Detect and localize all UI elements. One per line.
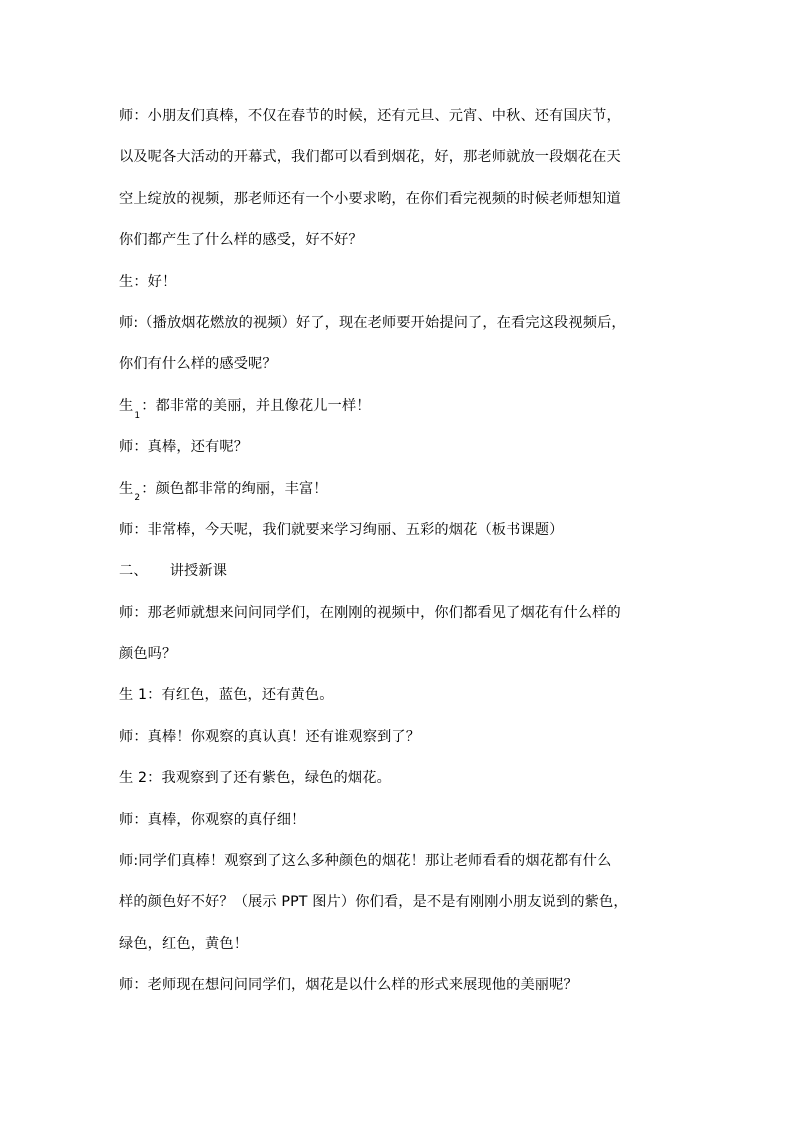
line-text: 生 2：我观察到了还有紫色，绿色的烟花。 — [119, 770, 391, 787]
line-text: 绿色，红色，黄色！ — [119, 935, 249, 952]
text-line — [119, 972, 699, 1013]
line-text: ：颜色都非常的绚丽，丰富！ — [141, 480, 328, 497]
text-line — [119, 889, 699, 930]
text-line — [119, 186, 699, 227]
line-text: 师：老师现在想问问同学们，烟花是以什么样的形式来展现他的美丽呢？ — [119, 977, 578, 994]
line-text: 师：小朋友们真棒，不仅在春节的时候，还有元旦、元宵、中秋、还有国庆节， — [119, 108, 621, 124]
line-text: 师：真棒，还有呢？ — [119, 439, 249, 456]
line-text: 你们都产生了什么样的感受，好不好？ — [119, 232, 363, 249]
text-line — [119, 434, 699, 475]
line-text: 师：那老师就想来问问同学们，在刚刚的视频中，你们都看见了烟花有什么样的 — [119, 604, 621, 621]
text-line — [119, 600, 699, 641]
line-text: 师：真棒，你观察的真仔细！ — [119, 811, 306, 828]
section-number: 二、 — [119, 563, 148, 580]
text-line — [119, 476, 699, 517]
text-line — [119, 682, 699, 723]
line-text: 颜色吗？ — [119, 646, 177, 663]
text-line — [119, 351, 699, 392]
text-line — [119, 807, 699, 848]
speaker-subscript: 2 — [134, 493, 141, 504]
line-text: 师：真棒！你观察的真认真！还有谁观察到了？ — [119, 728, 421, 745]
line-text: 师:同学们真棒！观察到了这么多种颜色的烟花！那让老师看看的烟花都有什么 — [119, 853, 612, 870]
text-line — [119, 517, 699, 558]
line-text: 以及呢各大活动的开幕式，我们都可以看到烟花，好，那老师就放一段烟花在天 — [119, 149, 621, 166]
line-text: 生：好！ — [119, 273, 177, 290]
text-line — [119, 269, 699, 310]
section-title: 讲授新课 — [169, 563, 228, 580]
section-heading — [119, 558, 699, 599]
line-text: 样的颜色好不好？（展示 PPT 图片）你们看，是不是有刚刚小朋友说到的紫色， — [119, 894, 628, 911]
text-line — [119, 765, 699, 806]
line-text: 你们有什么样的感受呢？ — [119, 356, 277, 373]
text-line — [119, 931, 699, 972]
text-line — [119, 227, 699, 268]
line-text: ：都非常的美丽，并且像花儿一样！ — [141, 397, 371, 414]
line-text: 空上绽放的视频，那老师还有一个小要求哟，在你们看完视频的时候老师想知道 — [119, 190, 621, 207]
text-line — [119, 724, 699, 765]
speaker-label: 生 — [119, 397, 134, 414]
text-line — [119, 848, 699, 889]
line-text: 师：非常棒，今天呢，我们就要来学习绚丽、五彩的烟花（板书课题） — [119, 521, 564, 538]
speaker-label: 生 — [119, 480, 134, 497]
speaker-subscript: 1 — [134, 410, 141, 421]
text-line — [119, 310, 699, 351]
text-line — [119, 393, 699, 434]
line-text: 师:（播放烟花燃放的视频）好了，现在老师要开始提问了，在看完这段视频后， — [119, 314, 626, 331]
text-line — [119, 103, 699, 144]
text-line — [119, 641, 699, 682]
document-body — [119, 103, 699, 1014]
line-text: 生 1：有红色，蓝色，还有黄色。 — [119, 687, 334, 704]
text-line — [119, 144, 699, 185]
